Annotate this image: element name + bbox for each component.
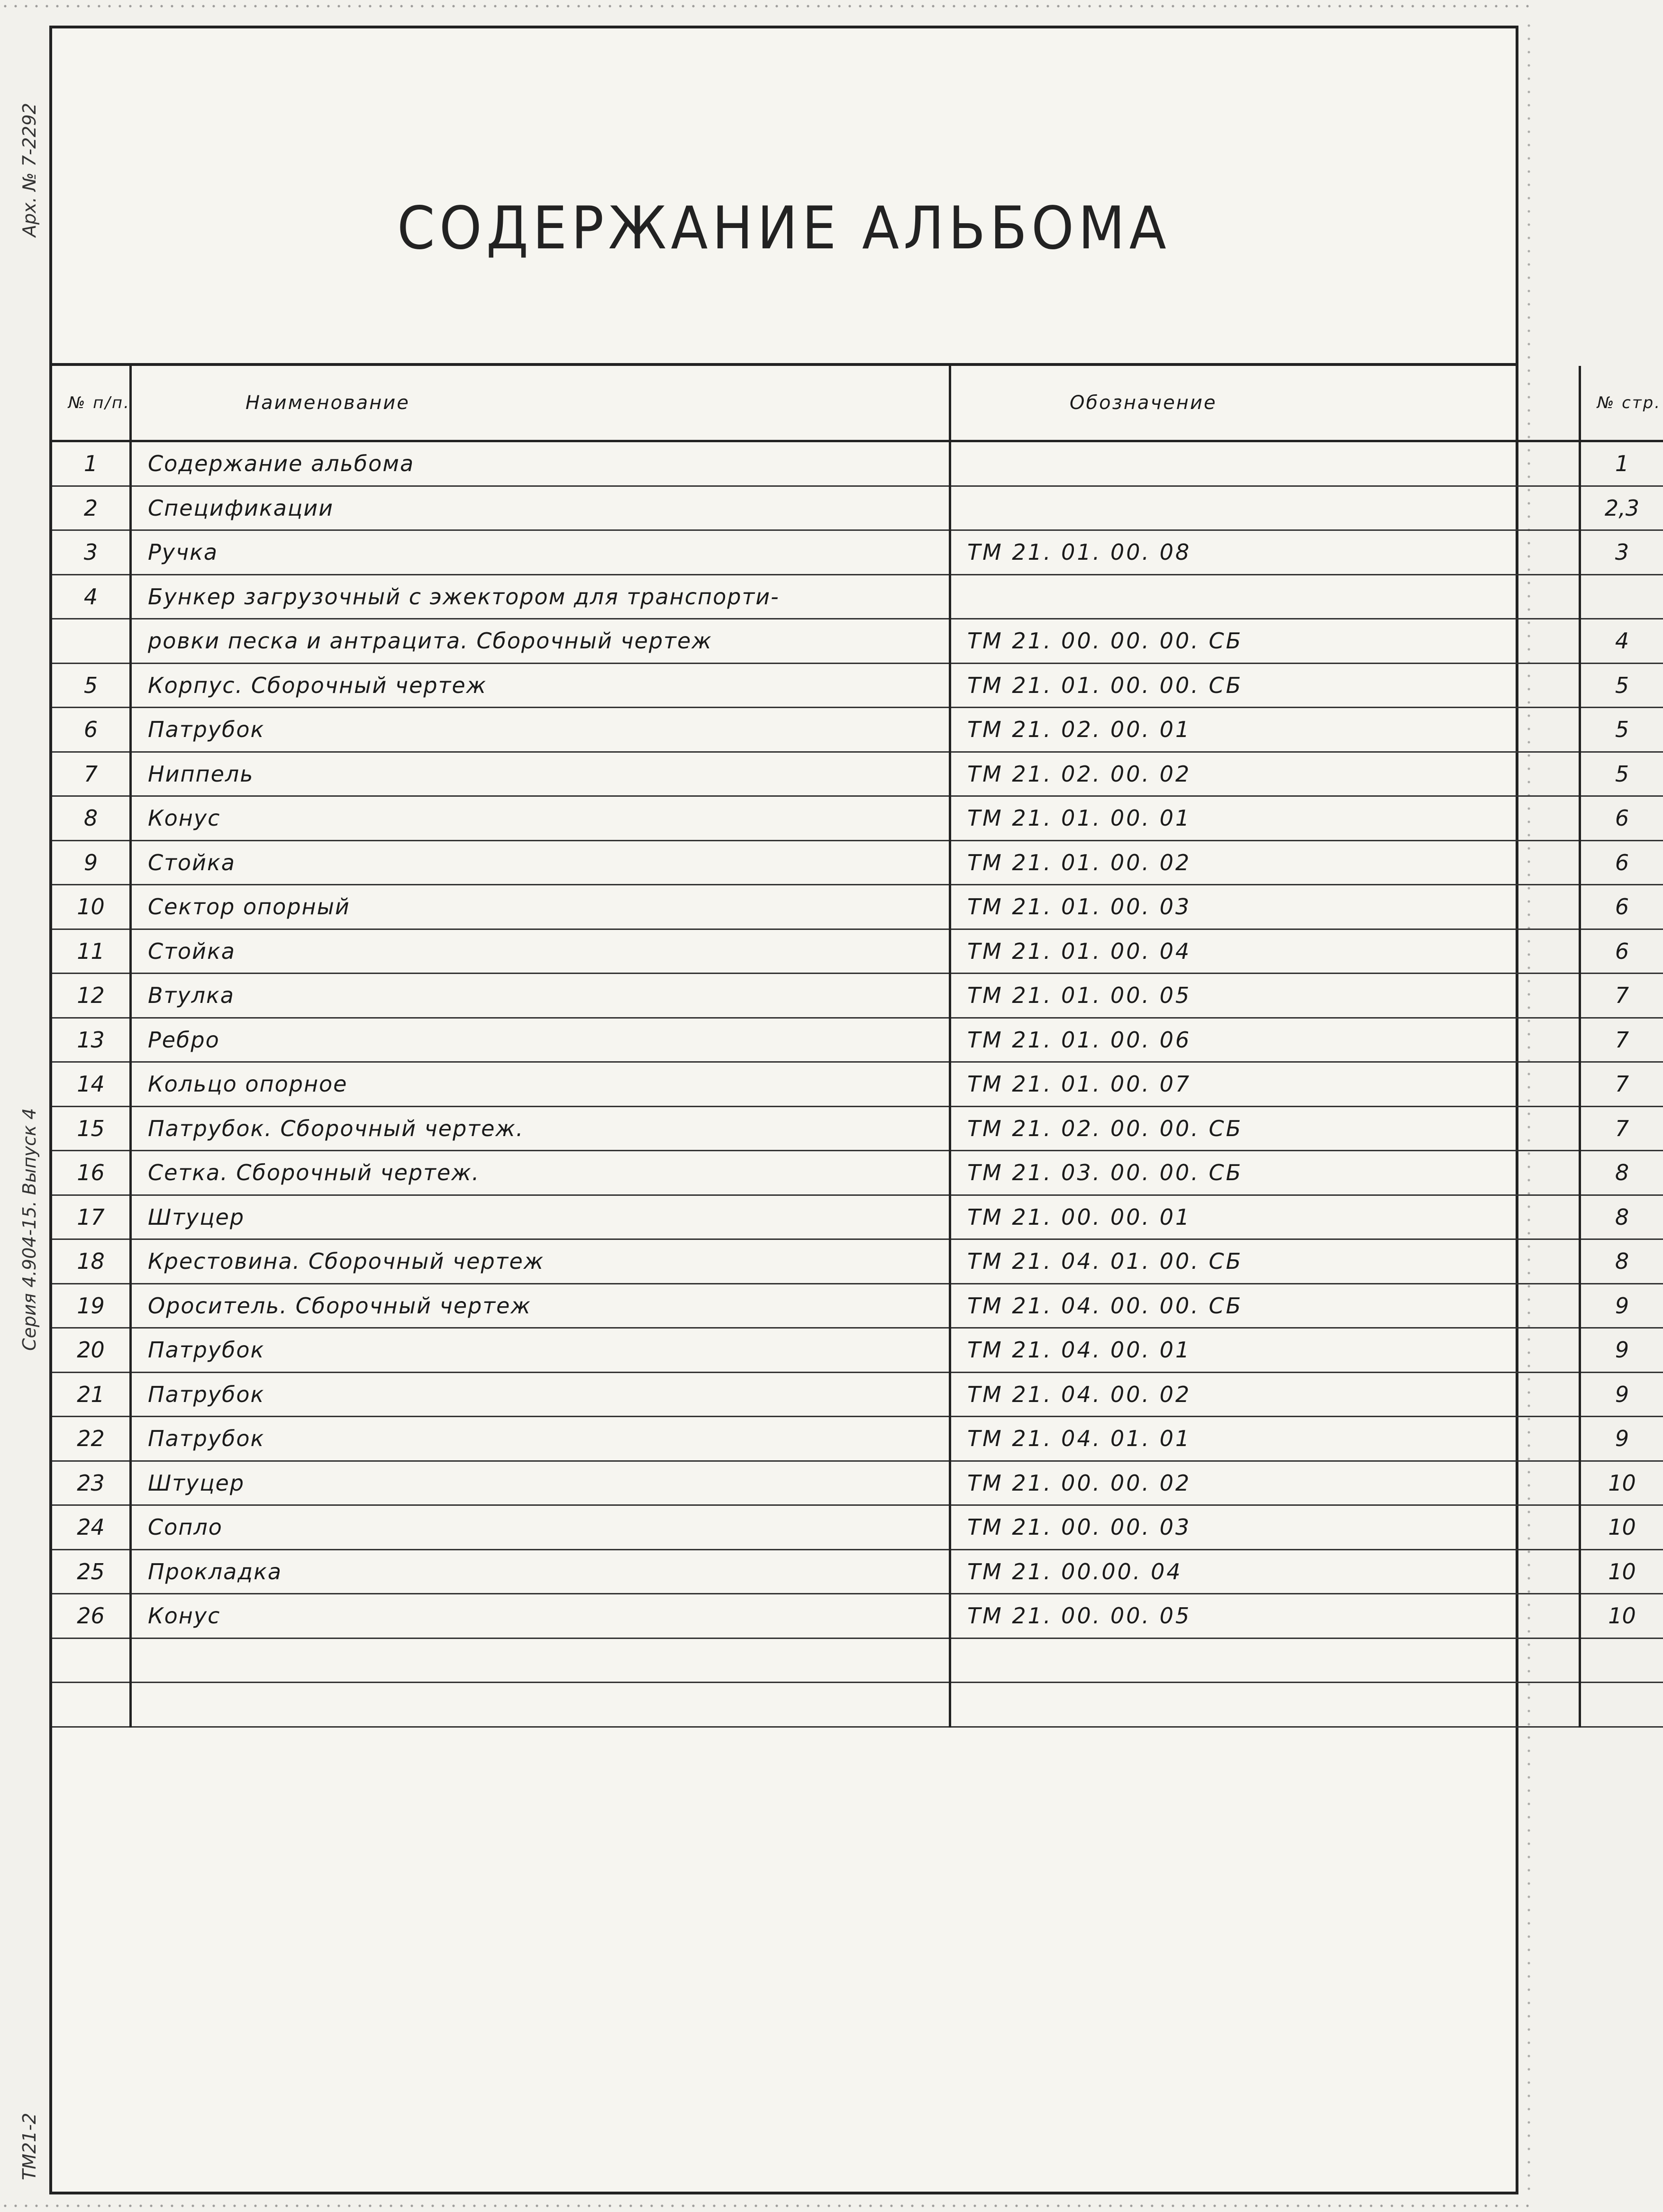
row-num: 13 (52, 1018, 131, 1062)
row-code (950, 574, 1580, 619)
row-page: 10 (1580, 1505, 1663, 1550)
row-num: 22 (52, 1417, 131, 1461)
row-code (950, 486, 1580, 530)
row-code: ТМ 21. 00. 00. 00. СБ (950, 619, 1580, 664)
row-page: 2,3 (1580, 486, 1663, 530)
drawing-sheet (49, 26, 1662, 2194)
row-num: 26 (52, 1594, 131, 1639)
row-page: 4 (1580, 619, 1663, 664)
row-code: ТМ 21. 04. 01. 01 (950, 1417, 1580, 1461)
row-name: Ниппель (131, 752, 950, 796)
row-name: Конус (131, 796, 950, 841)
row-num: 18 (52, 1239, 131, 1284)
header-num: № п/п. (52, 366, 131, 441)
row-name: Штуцер (131, 1195, 950, 1239)
row-name (131, 1638, 950, 1683)
row-name: Стойка (131, 840, 950, 885)
contents-table (52, 366, 1663, 1728)
row-code: ТМ 21. 01. 00. 07 (950, 1062, 1580, 1107)
table-row (52, 974, 1663, 1018)
row-num (52, 1683, 131, 1727)
title-band (52, 28, 1516, 366)
table-row (52, 1018, 1663, 1062)
table-row (52, 1461, 1663, 1505)
row-code: ТМ 21. 02. 00. 01 (950, 708, 1580, 752)
row-name: Содержание альбома (131, 441, 950, 486)
row-page: 5 (1580, 663, 1663, 708)
row-code: ТМ 21. 02. 00. 00. СБ (950, 1106, 1580, 1151)
row-page: 10 (1580, 1549, 1663, 1594)
row-page: 10 (1580, 1594, 1663, 1639)
row-name: Корпус. Сборочный чертеж (131, 663, 950, 708)
row-page: 9 (1580, 1417, 1663, 1461)
row-name: Бункер загрузочный с эжектором для транспорти- (131, 574, 950, 619)
row-page: 7 (1580, 1106, 1663, 1151)
table-row (52, 1417, 1663, 1461)
row-num: 5 (52, 663, 131, 708)
table-row (52, 441, 1663, 486)
row-num: 15 (52, 1106, 131, 1151)
row-name: Патрубок. Сборочный чертеж. (131, 1106, 950, 1151)
row-code (950, 1683, 1580, 1727)
row-num: 4 (52, 574, 131, 619)
table-row (52, 663, 1663, 708)
table-row (52, 708, 1663, 752)
row-name: Патрубок (131, 1417, 950, 1461)
row-num: 6 (52, 708, 131, 752)
row-num: 17 (52, 1195, 131, 1239)
row-page: 9 (1580, 1372, 1663, 1417)
header-page: № стр. (1580, 366, 1663, 441)
row-code: ТМ 21. 00. 00. 01 (950, 1195, 1580, 1239)
header-code: Обозначение (950, 366, 1580, 441)
row-num: 25 (52, 1549, 131, 1594)
row-page: 9 (1580, 1328, 1663, 1373)
row-page (1580, 574, 1663, 619)
table-row (52, 796, 1663, 841)
page-title: СОДЕРЖАНИЕ АЛЬБОМА (397, 194, 1171, 263)
row-num: 23 (52, 1461, 131, 1505)
row-code: ТМ 21. 04. 00. 01 (950, 1328, 1580, 1373)
table-row (52, 1549, 1663, 1594)
row-page: 8 (1580, 1239, 1663, 1284)
row-code: ТМ 21. 00.00. 04 (950, 1549, 1580, 1594)
table-row (52, 1594, 1663, 1639)
row-name: Патрубок (131, 708, 950, 752)
row-name: Ребро (131, 1018, 950, 1062)
row-name: Втулка (131, 974, 950, 1018)
row-code: ТМ 21. 04. 00. 00. СБ (950, 1284, 1580, 1328)
table-row (52, 929, 1663, 974)
row-num (52, 619, 131, 664)
row-name: Спецификации (131, 486, 950, 530)
contents-table-body (52, 441, 1663, 1727)
row-name: Патрубок (131, 1372, 950, 1417)
row-page: 1 (1580, 441, 1663, 486)
row-code: ТМ 21. 01. 00. 03 (950, 885, 1580, 929)
row-code: ТМ 21. 00. 00. 05 (950, 1594, 1580, 1639)
row-num: 14 (52, 1062, 131, 1107)
row-code: ТМ 21. 02. 00. 02 (950, 752, 1580, 796)
row-num: 12 (52, 974, 131, 1018)
table-row (52, 486, 1663, 530)
table-row (52, 1638, 1663, 1683)
row-num: 19 (52, 1284, 131, 1328)
row-page: 6 (1580, 929, 1663, 974)
table-row (52, 1284, 1663, 1328)
sheet-code: ТМ21-2 (19, 2112, 40, 2180)
table-row (52, 885, 1663, 929)
row-code: ТМ 21. 04. 00. 02 (950, 1372, 1580, 1417)
row-name: Штуцер (131, 1461, 950, 1505)
row-num: 8 (52, 796, 131, 841)
row-page: 6 (1580, 840, 1663, 885)
table-row (52, 1683, 1663, 1727)
row-page: 9 (1580, 1284, 1663, 1328)
row-num: 21 (52, 1372, 131, 1417)
row-code: ТМ 21. 00. 00. 02 (950, 1461, 1580, 1505)
row-code: ТМ 21. 04. 01. 00. СБ (950, 1239, 1580, 1284)
row-num: 2 (52, 486, 131, 530)
table-row (52, 1328, 1663, 1373)
row-page: 8 (1580, 1195, 1663, 1239)
row-code: ТМ 21. 01. 00. 02 (950, 840, 1580, 885)
table-row (52, 574, 1663, 619)
row-num: 7 (52, 752, 131, 796)
row-page: 3 (1580, 530, 1663, 575)
row-num: 3 (52, 530, 131, 575)
table-row (52, 1505, 1663, 1550)
row-name: Сетка. Сборочный чертеж. (131, 1151, 950, 1195)
perforation-bottom (0, 2202, 1535, 2210)
row-page: 6 (1580, 885, 1663, 929)
row-code (950, 1638, 1580, 1683)
row-num: 16 (52, 1151, 131, 1195)
row-code (950, 441, 1580, 486)
table-row (52, 1239, 1663, 1284)
table-row (52, 1151, 1663, 1195)
row-code: ТМ 21. 03. 00. 00. СБ (950, 1151, 1580, 1195)
table-row (52, 1062, 1663, 1107)
row-code: ТМ 21. 01. 00. 01 (950, 796, 1580, 841)
row-code: ТМ 21. 01. 00. 04 (950, 929, 1580, 974)
row-page: 5 (1580, 708, 1663, 752)
perforation-top (0, 2, 1535, 10)
row-num: 20 (52, 1328, 131, 1373)
row-name (131, 1683, 950, 1727)
row-name: Крестовина. Сборочный чертеж (131, 1239, 950, 1284)
row-num: 24 (52, 1505, 131, 1550)
row-code: ТМ 21. 01. 00. 00. СБ (950, 663, 1580, 708)
row-name: Стойка (131, 929, 950, 974)
table-row (52, 840, 1663, 885)
row-code: ТМ 21. 01. 00. 05 (950, 974, 1580, 1018)
row-name: Ручка (131, 530, 950, 575)
row-page: 10 (1580, 1461, 1663, 1505)
row-num: 9 (52, 840, 131, 885)
row-page: 6 (1580, 796, 1663, 841)
row-code: ТМ 21. 01. 00. 06 (950, 1018, 1580, 1062)
row-num: 11 (52, 929, 131, 974)
row-num (52, 1638, 131, 1683)
table-row (52, 1372, 1663, 1417)
table-row (52, 530, 1663, 575)
header-name: Наименование (131, 366, 950, 441)
row-name: ровки песка и антрацита. Сборочный чертеж (131, 619, 950, 664)
table-row (52, 1195, 1663, 1239)
row-name: Ороситель. Сборочный чертеж (131, 1284, 950, 1328)
row-page: 7 (1580, 1018, 1663, 1062)
table-row (52, 619, 1663, 664)
row-name: Кольцо опорное (131, 1062, 950, 1107)
row-page: 5 (1580, 752, 1663, 796)
row-name: Конус (131, 1594, 950, 1639)
row-page: 7 (1580, 1062, 1663, 1107)
row-name: Сопло (131, 1505, 950, 1550)
archive-number: Арх. № 7-2292 (19, 103, 40, 237)
table-row (52, 752, 1663, 796)
table-header-row (52, 366, 1663, 441)
row-num: 10 (52, 885, 131, 929)
row-code: ТМ 21. 01. 00. 08 (950, 530, 1580, 575)
row-name: Прокладка (131, 1549, 950, 1594)
series-label: Серия 4.904-15. Выпуск 4 (19, 1108, 40, 1351)
row-page: 7 (1580, 974, 1663, 1018)
row-code: ТМ 21. 00. 00. 03 (950, 1505, 1580, 1550)
row-num: 1 (52, 441, 131, 486)
row-page: 8 (1580, 1151, 1663, 1195)
row-page (1580, 1638, 1663, 1683)
row-page (1580, 1683, 1663, 1727)
table-row (52, 1106, 1663, 1151)
row-name: Патрубок (131, 1328, 950, 1373)
row-name: Сектор опорный (131, 885, 950, 929)
